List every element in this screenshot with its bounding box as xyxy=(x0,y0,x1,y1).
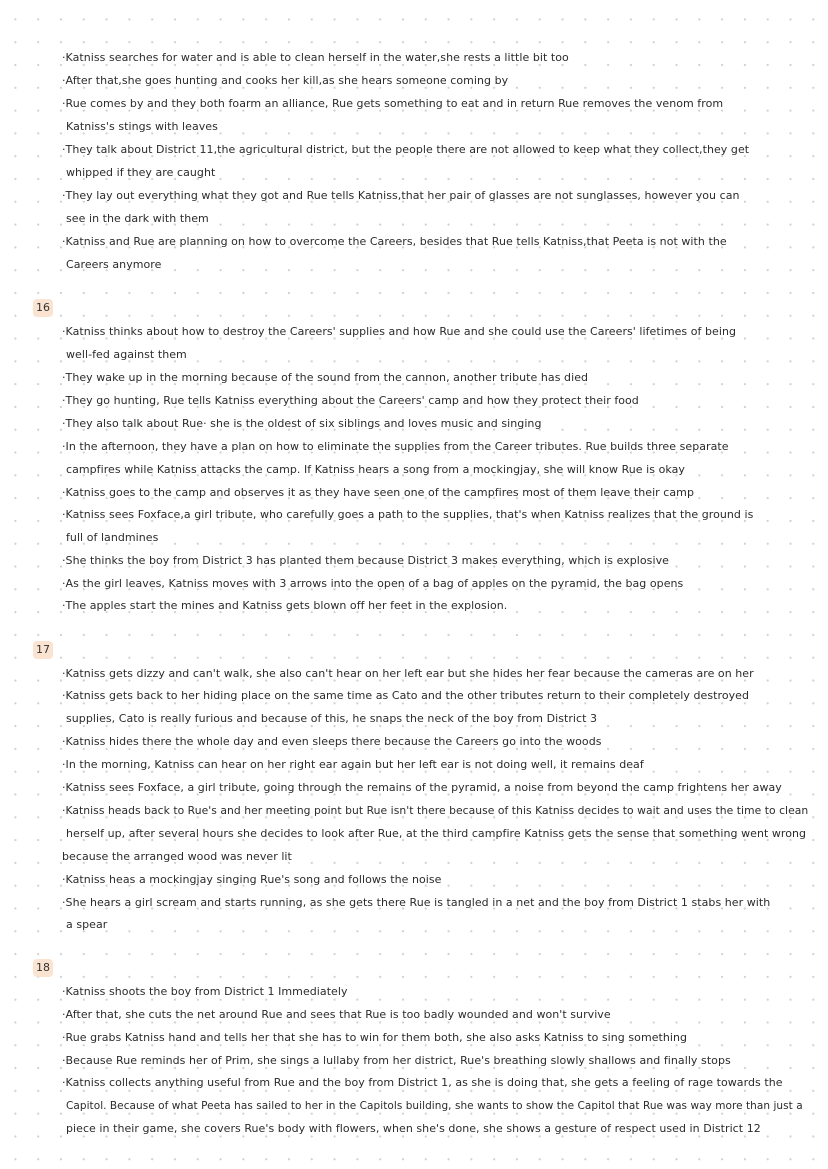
note-line: ·Katniss sees Foxface,a girl tribute, who carefully goes a path to the supplies, that's when Katniss realizes that the ground is xyxy=(62,508,754,521)
note-line: ·Katniss thinks about how to destroy the Careers' supplies and how Rue and she could use the Careers' lifetimes of being xyxy=(62,325,737,338)
note-line: ·In the afternoon, they have a plan on how to eliminate the supplies from the Career tributes. Rue builds three separate xyxy=(62,440,729,453)
note-line: piece in their game, she covers Rue's body with flowers, when she's done, she shows a gesture of respect used in District 12 xyxy=(66,1122,761,1135)
note-line: well-fed against them xyxy=(66,348,187,361)
note-line: Capitol. Because of what Peeta has sailed to her in the Capitols building, she wants to show the Capitol that Rue was way more than just a xyxy=(66,1100,803,1112)
note-line: ·As the girl leaves, Katniss moves with 3 arrows into the open of a bag of apples on the pyramid, the bag opens xyxy=(62,577,684,590)
note-line: ·Katniss gets dizzy and can't walk, she also can't hear on her left ear but she hides her fear because the cameras are on her xyxy=(62,667,754,680)
note-line: ·The apples start the mines and Katniss gets blown off her feet in the explosion. xyxy=(62,599,508,612)
note-line: whipped if they are caught xyxy=(66,166,216,179)
note-line: ·Because Rue reminds her of Prim, she sings a lullaby from her district, Rue's breathing slowly shallows and finally stops xyxy=(62,1054,731,1067)
note-line: ·Katniss hides there the whole day and even sleeps there because the Careers go into the woods xyxy=(62,735,602,748)
note-line: ·Rue comes by and they both foarm an alliance, Rue gets something to eat and in return Rue removes the venom from xyxy=(62,97,724,110)
note-line: see in the dark with them xyxy=(66,212,209,225)
note-line: because the arranged wood was never lit xyxy=(62,850,292,863)
note-line: ·They wake up in the morning because of the sound from the cannon, another tribute has died xyxy=(62,371,589,384)
note-line: ·Katniss sees Foxface, a girl tribute, going through the remains of the pyramid, a noise from beyond the camp frightens her away xyxy=(62,781,782,794)
note-line: ·Rue grabs Katniss hand and tells her that she has to win for them both, she also asks Katniss to sing something xyxy=(62,1031,688,1044)
note-line: supplies, Cato is really furious and because of this, he snaps the neck of the boy from District 3 xyxy=(66,712,598,725)
note-line: campfires while Katniss attacks the camp. If Katniss hears a song from a mockingjay, she will know Rue is okay xyxy=(66,463,685,476)
chapter-number-badge: 18 xyxy=(33,959,53,977)
note-line: ·They talk about District 11,the agricultural district, but the people there are not allowed to keep what they collect,they get xyxy=(62,143,750,156)
note-line: full of landmines xyxy=(66,531,159,544)
note-line: ·They also talk about Rue· she is the oldest of six siblings and loves music and singing xyxy=(62,417,542,430)
chapter-number-badge: 16 xyxy=(33,299,53,317)
note-line: ·She thinks the boy from District 3 has planted them because District 3 makes everything, which is explosive xyxy=(62,554,669,567)
note-line: ·In the morning, Katniss can hear on her right ear again but her left ear is not doing well, it remains deaf xyxy=(62,758,644,771)
chapter-number-badge: 17 xyxy=(33,641,53,659)
note-line: ·Katniss gets back to her hiding place on the same time as Cato and the other tributes return to their completely destroyed xyxy=(62,689,750,702)
note-line: ·They go hunting, Rue tells Katniss everything about the Careers' camp and how they protect their food xyxy=(62,394,639,407)
note-line: ·Katniss and Rue are planning on how to overcome the Careers, besides that Rue tells Katniss,that Peeta is not with the xyxy=(62,235,727,248)
note-line: ·Katniss heads back to Rue's and her meeting point but Rue isn't there because of this Katniss decides to wait and uses the time to clean xyxy=(62,804,809,817)
note-line: Careers anymore xyxy=(66,258,162,271)
note-line: ·She hears a girl scream and starts running, as she gets there Rue is tangled in a net and the boy from District 1 stabs her with xyxy=(62,896,771,909)
note-line: ·Katniss goes to the camp and observes it as they have seen one of the campfires most of them leave their camp xyxy=(62,486,694,499)
note-line: ·Katniss collects anything useful from Rue and the boy from District 1, as she is doing that, she gets a feeling of rage towards the xyxy=(62,1076,783,1089)
note-line: ·They lay out everything what they got and Rue tells Katniss,that her pair of glasses are not sunglasses, however you can xyxy=(62,189,740,202)
note-line: Katniss's stings with leaves xyxy=(66,120,218,133)
note-line: ·Katniss heas a mockingjay singing Rue's song and follows the noise xyxy=(62,873,442,886)
note-line: ·After that,she goes hunting and cooks her kill,as she hears someone coming by xyxy=(62,74,509,87)
note-line: ·After that, she cuts the net around Rue and sees that Rue is too badly wounded and won't survive xyxy=(62,1008,611,1021)
note-line: a spear xyxy=(66,918,108,931)
note-line: ·Katniss shoots the boy from District 1 Immediately xyxy=(62,985,348,998)
note-line: ·Katniss searches for water and is able to clean herself in the water,she rests a little bit too xyxy=(62,51,569,64)
note-line: herself up, after several hours she decides to look after Rue, at the third campfire Katniss gets the sense that something went wrong xyxy=(66,827,807,840)
